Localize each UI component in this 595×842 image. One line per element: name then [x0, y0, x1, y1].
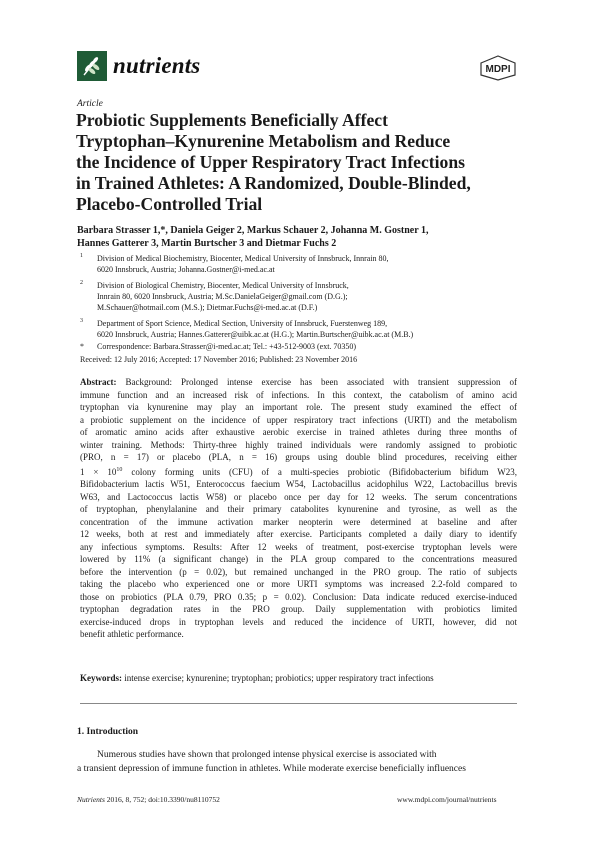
title-line: in Trained Athletes: A Randomized, Double-Blinded,: [76, 173, 471, 193]
affiliation-line: Division of Biological Chemistry, Biocenter, Medical University of Innsbruck,: [97, 281, 349, 290]
introduction-text: [77, 748, 517, 776]
affiliation-line: Department of Sport Science, Medical Section, University of Innsbruck, Fuerstenweg 189,: [97, 319, 388, 328]
abstract-line: any infectious symptoms. Results: After 12 weeks of treatment, post-exercise tryptophan levels were: [80, 541, 517, 552]
abstract-line: benefit athletic performance.: [80, 629, 184, 639]
affiliation-number: 2: [80, 280, 83, 286]
abstract-line: 12 weeks, both at rest and immediately after exercise. Participants completed a daily diary to identify: [80, 529, 517, 539]
affiliation-number: *: [80, 342, 84, 351]
publication-dates: Received: 12 July 2016; Accepted: 17 November 2016; Published: 23 November 2016: [80, 355, 358, 364]
abstract-label: Abstract:: [80, 377, 126, 387]
abstract-line: $1 \times 10^{10}$ colony forming units (CFU) of a multi-species probiotic (Bifidobacterium bifidum W23,: [80, 466, 517, 477]
abstract-line: tryptophan degradation rates in the PRO group. Daily supplementation with probiotics limited: [80, 604, 517, 614]
intro-line: Numerous studies have shown that prolonged intense physical exercise is associated with: [97, 750, 437, 760]
abstract-line: Abstract: Background: Prolonged intense exercise has been associated with transient suppression of: [80, 377, 517, 387]
keywords: [80, 673, 434, 683]
abstract-line: (PRO, n = 17) or placebo (PLA, n = 16) groups using double blind procedures, receiving either: [80, 452, 517, 462]
footer-citation: Nutrients 2016, 8, 752; doi:10.3390/nu8110752: [77, 795, 220, 804]
keywords-text: intense exercise; kynurenine; tryptophan; probiotics; upper respiratory tract infections: [124, 673, 434, 683]
title-line: Tryptophan–Kynurenine Metabolism and Reduce: [76, 131, 451, 151]
abstract-line: of aromatic amino acids after exhaustive aerobic exercise in trained athletes during three months of: [80, 427, 517, 437]
correspondence: [80, 341, 530, 352]
article-title: [76, 110, 536, 215]
abstract-line: Bifidobacterium lactis W51, Enterococcus faecium W54, Lactobacillus acidophilus W22, Lactobacillus brevis: [80, 479, 517, 489]
journal-logo[interactable]: [77, 51, 200, 81]
abstract-line: winter training. Methods: Thirty-three highly trained individuals were randomly assigned to probiotic: [80, 439, 517, 450]
abstract-line: before the intervention (p = 0.02), but remained unchanged in the PRO group. The ratio of subjects: [80, 566, 517, 577]
mdpi-logo-text: MDPI: [485, 64, 511, 75]
title-line: the Incidence of Upper Respiratory Tract Infections: [76, 152, 465, 172]
abstract-line: exercise-induced drops in tryptophan levels and reduced the incidence of URTI, however, did not: [80, 616, 517, 627]
affiliation-1: [80, 253, 530, 275]
title-line: Probiotic Supplements Beneficially Affect: [76, 110, 388, 130]
author-line[interactable]: Barbara Strasser 1,*, Daniela Geiger 2, Markus Schauer 2, Johanna M. Gostner 1,: [77, 225, 429, 236]
section-divider: [80, 703, 517, 704]
abstract-line: taking the placebo who experienced one or more URTI symptoms was increased 2.2-fold compared to: [80, 579, 517, 589]
affiliation-line: Division of Medical Biochemistry, Biocenter, Medical University of Innsbruck, Innrain 80,: [97, 254, 389, 263]
abstract-line: a probiotic supplement on the incidence of upper respiratory tract infections (URTI) and the metabolism: [80, 414, 517, 425]
abstract: [80, 376, 517, 641]
abstract-line: concentration of the immune activation marker neopterin were determined at baseline and after: [80, 516, 517, 527]
footer-url[interactable]: www.mdpi.com/journal/nutrients: [397, 795, 497, 804]
title-line: Placebo-Controlled Trial: [76, 194, 263, 214]
keywords-label: Keywords:: [80, 673, 122, 683]
section-heading: 1. Introduction: [77, 727, 139, 737]
affiliation-2: [80, 280, 530, 314]
article-type: Article: [77, 99, 103, 109]
affiliation-line: Innrain 80, 6020 Innsbruck, Austria; M.Sc.DanielaGeiger@gmail.com (D.G.);: [97, 292, 348, 302]
intro-line: a transient depression of immune function in athletes. While moderate exercise beneficially influences: [77, 764, 466, 774]
author-line[interactable]: Hannes Gatterer 3, Martin Burtscher 3 and Dietmar Fuchs 2: [77, 238, 337, 249]
affiliation-number: 3: [80, 318, 83, 324]
affiliation-number: 1: [80, 253, 83, 259]
abstract-line: immune function and an increased risk of infections. In this context, the catabolism of amino acid: [80, 389, 517, 400]
mdpi-logo[interactable]: [477, 55, 519, 86]
affiliation-3: [80, 318, 530, 340]
abstract-line: tryptophan via kynurenine may play an important role. The present study examined the effect of: [80, 402, 517, 412]
abstract-line: of tryptophan, phenylalanine and their primary catabolites kynurenine and tyrosine, as well as the: [80, 504, 517, 514]
author-list: [77, 224, 527, 250]
abstract-line: those on probiotics (PLA 0.79, PRO 0.35; p = 0.02). Conclusion: Data indicate reduced exercise-induced: [80, 591, 517, 602]
affiliation-line: 6020 Innsbruck, Austria; Johanna.Gostner@i-med.ac.at: [97, 265, 275, 275]
abstract-line: lowered by 11% (a significant change) in the PLA group compared to the concentrations measured: [80, 554, 517, 564]
wheat-icon: [77, 51, 107, 81]
affiliation-line: 6020 Innsbruck, Austria; Hannes.Gatterer@uibk.ac.at (H.G.); Martin.Burtscher@uibk.ac.at (M.B.): [97, 330, 414, 340]
affiliation-line: M.Schauer@hotmail.com (M.S.); Dietmar.Fuchs@i-med.ac.at (D.F.): [97, 303, 318, 313]
abstract-line: W63, and Lactococcus lactis W58) or placebo once per day for 12 weeks. The serum concentrations: [80, 491, 517, 502]
journal-name: nutrients: [113, 53, 201, 78]
correspondence-line[interactable]: Correspondence: Barbara.Strasser@i-med.ac.at; Tel.: +43-512-9003 (ext. 70350): [97, 342, 357, 351]
